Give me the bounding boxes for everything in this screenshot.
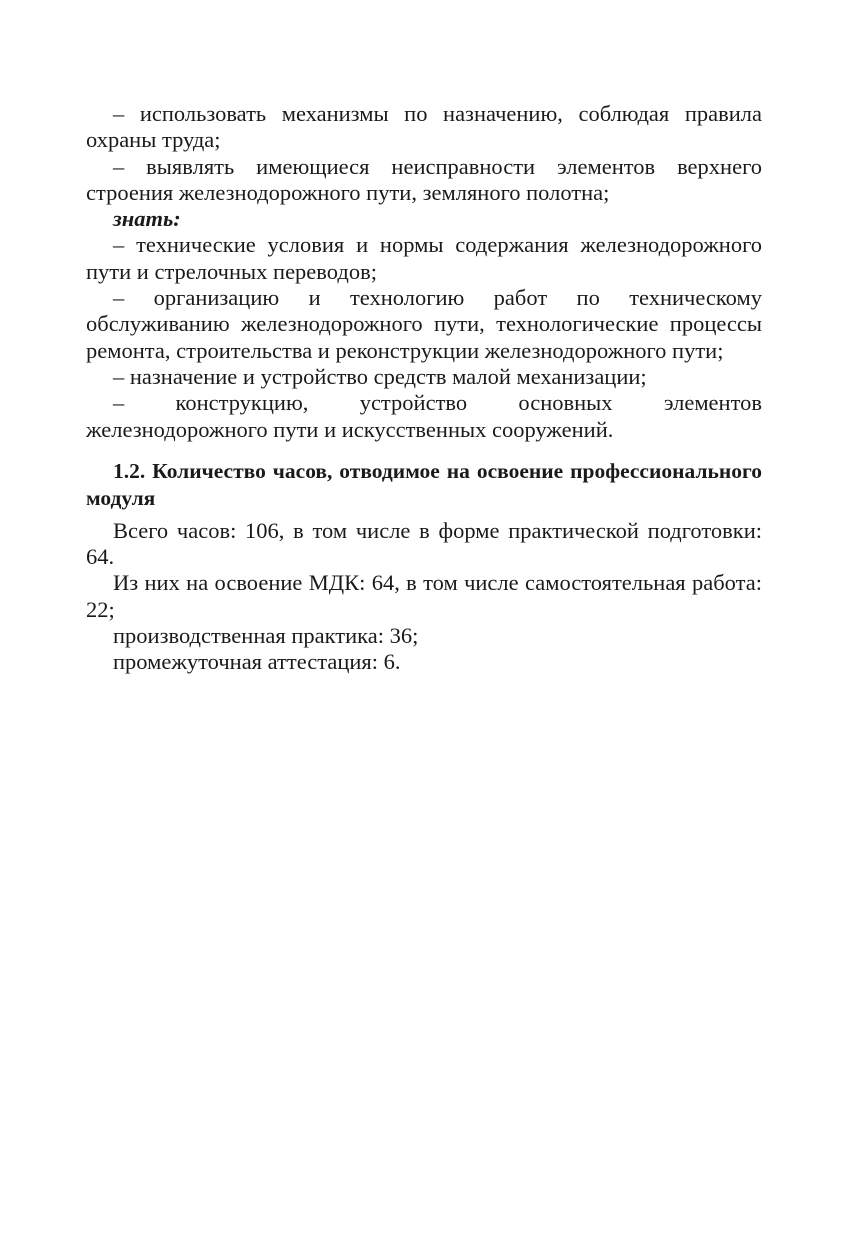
- know-label: знать:: [113, 206, 181, 232]
- hours-mdk: Из них на освоение МДК: 64, в том числе самостоятельная работа: 22;: [86, 570, 762, 622]
- skill-item: – использовать механизмы по назначению, соблюдая правила охраны труда;: [86, 101, 762, 153]
- knowledge-item: – технические условия и нормы содержания железнодорожного пути и стрелочных переводов;: [86, 232, 762, 284]
- knowledge-item: – конструкцию, устройство основных элементов железнодорожного пути и искусственных сооружений.: [86, 390, 762, 442]
- hours-practice: производственная практика: 36;: [113, 623, 419, 649]
- hours-total: Всего часов: 106, в том числе в форме практической подготовки: 64.: [86, 517, 762, 570]
- section-heading: 1.2. Количество часов, отводимое на освоение профессионального модуля: [86, 458, 762, 510]
- skill-item: – выявлять имеющиеся неисправности элементов верхнего строения железнодорожного пути, земляного полотна;: [86, 153, 762, 205]
- knowledge-item: – организацию и технологию работ по техническому обслуживанию железнодорожного пути, технологические процессы ремонта, строительства и реконструкции железнодорожного пути;: [86, 285, 762, 363]
- hours-attestation: промежуточная аттестация: 6.: [113, 649, 401, 675]
- knowledge-item: – назначение и устройство средств малой механизации;: [113, 363, 647, 389]
- document-page: [86, 101, 762, 676]
